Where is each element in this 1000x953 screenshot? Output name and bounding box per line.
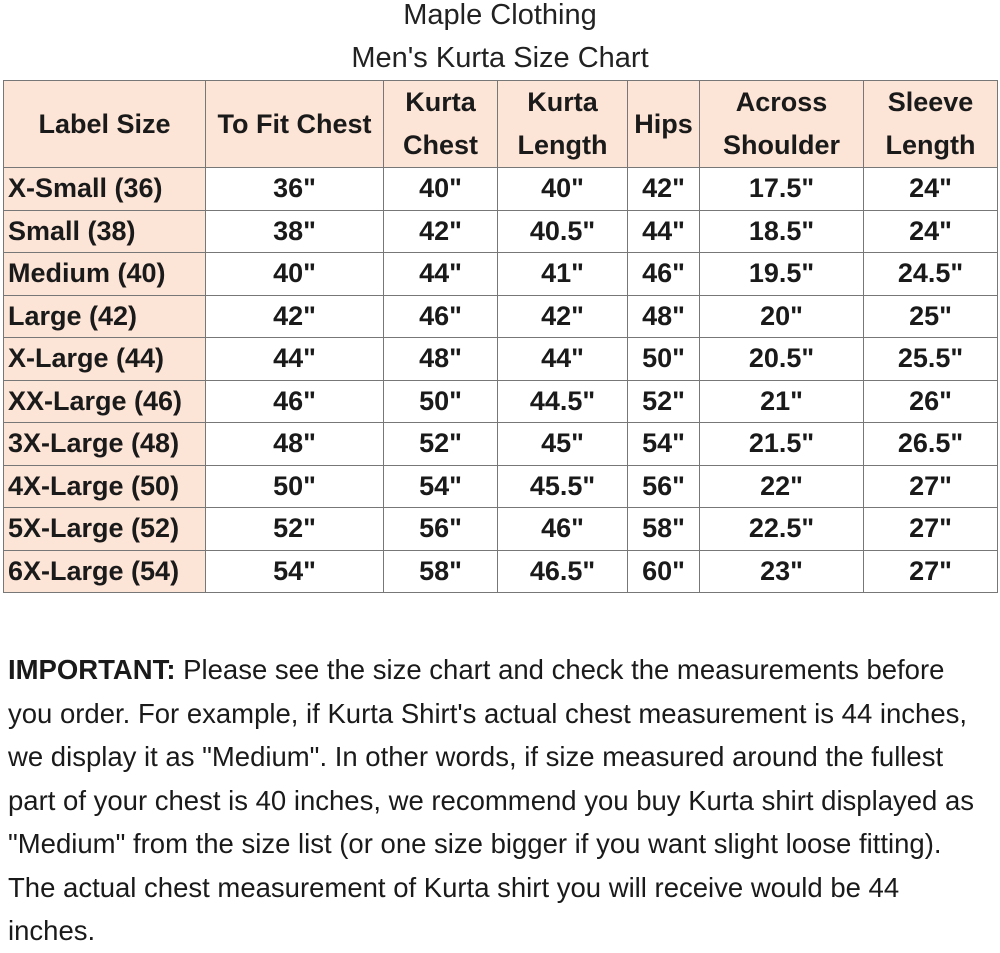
measurement-cell: 46" <box>206 380 384 423</box>
measurement-cell: 52" <box>384 423 498 466</box>
measurement-cell: 26" <box>864 380 998 423</box>
table-row <box>4 550 998 593</box>
measurement-cell: 20" <box>700 295 864 338</box>
measurement-cell: 26.5" <box>864 423 998 466</box>
measurement-cell: 24.5" <box>864 253 998 296</box>
measurement-cell: 40" <box>384 168 498 211</box>
important-note <box>8 648 993 953</box>
measurement-cell: 48" <box>628 295 700 338</box>
column-header-to-fit-chest: To Fit Chest <box>206 81 384 168</box>
measurement-cell: 22" <box>700 465 864 508</box>
measurement-cell: 58" <box>628 508 700 551</box>
measurement-cell: 60" <box>628 550 700 593</box>
measurement-cell: 23" <box>700 550 864 593</box>
column-header-kurta-chest: Kurta Chest <box>384 81 498 168</box>
measurement-cell: 19.5" <box>700 253 864 296</box>
size-label-cell: 3X-Large (48) <box>4 423 206 466</box>
table-row <box>4 295 998 338</box>
measurement-cell: 46.5" <box>498 550 628 593</box>
table-row <box>4 423 998 466</box>
measurement-cell: 48" <box>384 338 498 381</box>
measurement-cell: 20.5" <box>700 338 864 381</box>
size-label-cell: X-Large (44) <box>4 338 206 381</box>
measurement-cell: 27" <box>864 550 998 593</box>
column-header-label-size: Label Size <box>4 81 206 168</box>
measurement-cell: 42" <box>498 295 628 338</box>
measurement-cell: 27" <box>864 508 998 551</box>
measurement-cell: 54" <box>628 423 700 466</box>
measurement-cell: 21.5" <box>700 423 864 466</box>
measurement-cell: 52" <box>206 508 384 551</box>
measurement-cell: 52" <box>628 380 700 423</box>
measurement-cell: 17.5" <box>700 168 864 211</box>
measurement-cell: 21" <box>700 380 864 423</box>
measurement-cell: 42" <box>384 210 498 253</box>
size-label-cell: Small (38) <box>4 210 206 253</box>
measurement-cell: 42" <box>628 168 700 211</box>
size-label-cell: Large (42) <box>4 295 206 338</box>
measurement-cell: 56" <box>384 508 498 551</box>
measurement-cell: 36" <box>206 168 384 211</box>
table-row <box>4 465 998 508</box>
column-header-hips: Hips <box>628 81 700 168</box>
measurement-cell: 54" <box>206 550 384 593</box>
measurement-cell: 46" <box>628 253 700 296</box>
measurement-cell: 44.5" <box>498 380 628 423</box>
brand-name: Maple Clothing <box>403 0 597 31</box>
size-chart-table <box>3 80 998 593</box>
size-label-cell: 6X-Large (54) <box>4 550 206 593</box>
measurement-cell: 27" <box>864 465 998 508</box>
size-label-cell: XX-Large (46) <box>4 380 206 423</box>
measurement-cell: 50" <box>628 338 700 381</box>
size-label-cell: 5X-Large (52) <box>4 508 206 551</box>
table-header-row <box>4 81 998 168</box>
measurement-cell: 44" <box>206 338 384 381</box>
measurement-cell: 40" <box>498 168 628 211</box>
table-row <box>4 253 998 296</box>
column-header-kurta-length: Kurta Length <box>498 81 628 168</box>
measurement-cell: 46" <box>498 508 628 551</box>
measurement-cell: 44" <box>384 253 498 296</box>
size-label-cell: 4X-Large (50) <box>4 465 206 508</box>
measurement-cell: 38" <box>206 210 384 253</box>
measurement-cell: 45" <box>498 423 628 466</box>
table-row <box>4 168 998 211</box>
table-row <box>4 508 998 551</box>
table-row <box>4 210 998 253</box>
size-label-cell: X-Small (36) <box>4 168 206 211</box>
measurement-cell: 18.5" <box>700 210 864 253</box>
measurement-cell: 40" <box>206 253 384 296</box>
measurement-cell: 58" <box>384 550 498 593</box>
important-text: Please see the size chart and check the measurements before you order. For example, if Kurta Shirt's actual chest measurement is 44 inches, we display it as "Medium". In other words, if size measured around the fullest part of your chest is 40 inches, we recommend you buy Kurta shirt displayed as "Medium" from the size list (or one size bigger if you want slight loose fitting). The actual chest measurement of Kurta shirt you will receive would be 44 inches. <box>8 654 975 946</box>
measurement-cell: 41" <box>498 253 628 296</box>
measurement-cell: 40.5" <box>498 210 628 253</box>
measurement-cell: 54" <box>384 465 498 508</box>
important-label: IMPORTANT: <box>8 654 176 685</box>
measurement-cell: 24" <box>864 210 998 253</box>
measurement-cell: 25.5" <box>864 338 998 381</box>
measurement-cell: 44" <box>628 210 700 253</box>
measurement-cell: 45.5" <box>498 465 628 508</box>
chart-title: Men's Kurta Size Chart <box>351 42 649 74</box>
measurement-cell: 22.5" <box>700 508 864 551</box>
measurement-cell: 44" <box>498 338 628 381</box>
table-row <box>4 338 998 381</box>
measurement-cell: 50" <box>206 465 384 508</box>
measurement-cell: 46" <box>384 295 498 338</box>
measurement-cell: 24" <box>864 168 998 211</box>
measurement-cell: 25" <box>864 295 998 338</box>
table-row <box>4 380 998 423</box>
measurement-cell: 48" <box>206 423 384 466</box>
column-header-sleeve-length: Sleeve Length <box>864 81 998 168</box>
column-header-across-shoulder: Across Shoulder <box>700 81 864 168</box>
measurement-cell: 42" <box>206 295 384 338</box>
measurement-cell: 50" <box>384 380 498 423</box>
size-label-cell: Medium (40) <box>4 253 206 296</box>
measurement-cell: 56" <box>628 465 700 508</box>
